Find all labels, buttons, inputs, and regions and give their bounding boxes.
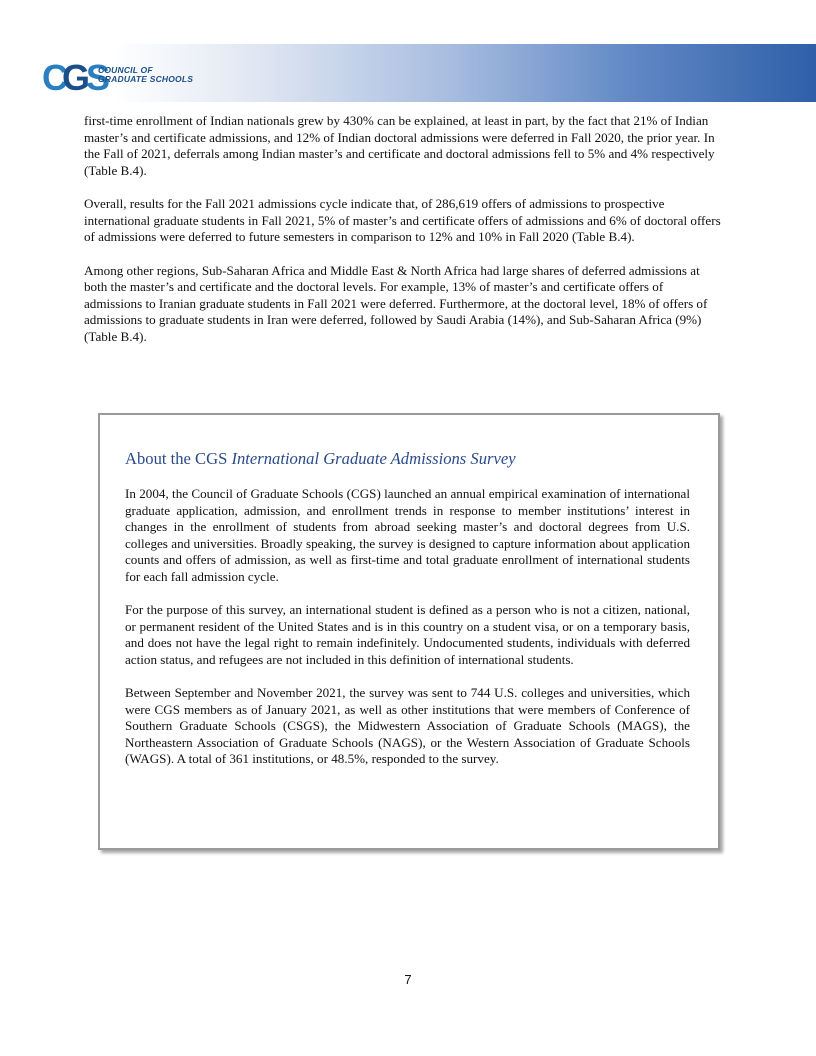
logo-line-2: GRADUATE SCHOOLS xyxy=(98,74,194,84)
about-box-title-italic: International Graduate Admissions Survey xyxy=(231,449,516,468)
cgs-logo xyxy=(42,58,212,98)
about-survey-box xyxy=(98,413,720,850)
logo-letter-c: C xyxy=(42,57,64,98)
about-box-title xyxy=(125,449,516,469)
body-paragraph: Overall, results for the Fall 2021 admissions cycle indicate that, of 286,619 offers of admissions to prospective international graduate students in Fall 2021, 5% of master’s and certificate offers of admissions and 6% of doctoral offers of admissions were deferred to future semesters in comparison to 12% and 10% in Fall 2020 (Table B.4). xyxy=(84,196,721,244)
about-box-title-prefix: About the CGS xyxy=(125,449,232,468)
logo-letter-g: G xyxy=(62,57,91,98)
about-box-body xyxy=(125,486,690,785)
page-number: 7 xyxy=(404,972,412,987)
about-box-paragraph: In 2004, the Council of Graduate Schools (CGS) launched an annual empirical examination of international graduate application, admission, and enrollment trends in response to member institutions’ interest in changes in the enrollment of students from abroad seeking master’s and doctoral degrees from U.S. colleges and universities. Broadly speaking, the survey is designed to capture information about application counts and offers of admission, as well as first-time and total graduate enrollment of international students for each fall admission cycle. xyxy=(125,486,690,584)
body-text xyxy=(84,113,724,362)
about-box-paragraph: Between September and November 2021, the survey was sent to 744 U.S. colleges and universities, which were CGS members as of January 2021, as well as other institutions that were members of Conference of Southern Graduate Schools (CSGS), the Midwestern Association of Graduate Schools (MAGS), the Northeastern Association of Graduate Schools (NAGS), or the Western Association of Graduate Schools (WAGS). A total of 361 institutions, or 48.5%, responded to the survey. xyxy=(125,685,690,766)
logo-letter-s: S xyxy=(86,57,111,98)
logo-wordmark xyxy=(98,66,193,84)
about-box-paragraph: For the purpose of this survey, an international student is defined as a person who is not a citizen, national, or permanent resident of the United States and is in this country on a student visa, or on a temporary basis, and does not have the legal right to remain indefinitely. Undocumented students, individuals with deferred action status, and refugees are not included in this definition of international students. xyxy=(125,602,690,667)
body-paragraph: Among other regions, Sub-Saharan Africa and Middle East & North Africa had large shares of deferred admissions at both the master’s and certificate and the doctoral levels. For example, 13% of master’s and certificate offers of admissions to Iranian graduate students in Fall 2021 were deferred. Furthermore, at the doctoral level, 18% of offers of admissions to graduate students in Iran were deferred, followed by Saudi Arabia (14%), and Sub-Saharan Africa (9%) (Table B.4). xyxy=(84,262,708,344)
body-paragraph: first-time enrollment of Indian nationals grew by 430% can be explained, at least in part, by the fact that 21% of Indian master’s and certificate admissions, and 12% of Indian doctoral admissions were deferred in Fall 2020, the prior year. In the Fall of 2021, deferrals among Indian master’s and certificate and doctoral admissions fell to 5% and 4% respectively (Table B.4). xyxy=(84,113,715,178)
logo-line-1: COUNCIL OF xyxy=(98,65,153,75)
